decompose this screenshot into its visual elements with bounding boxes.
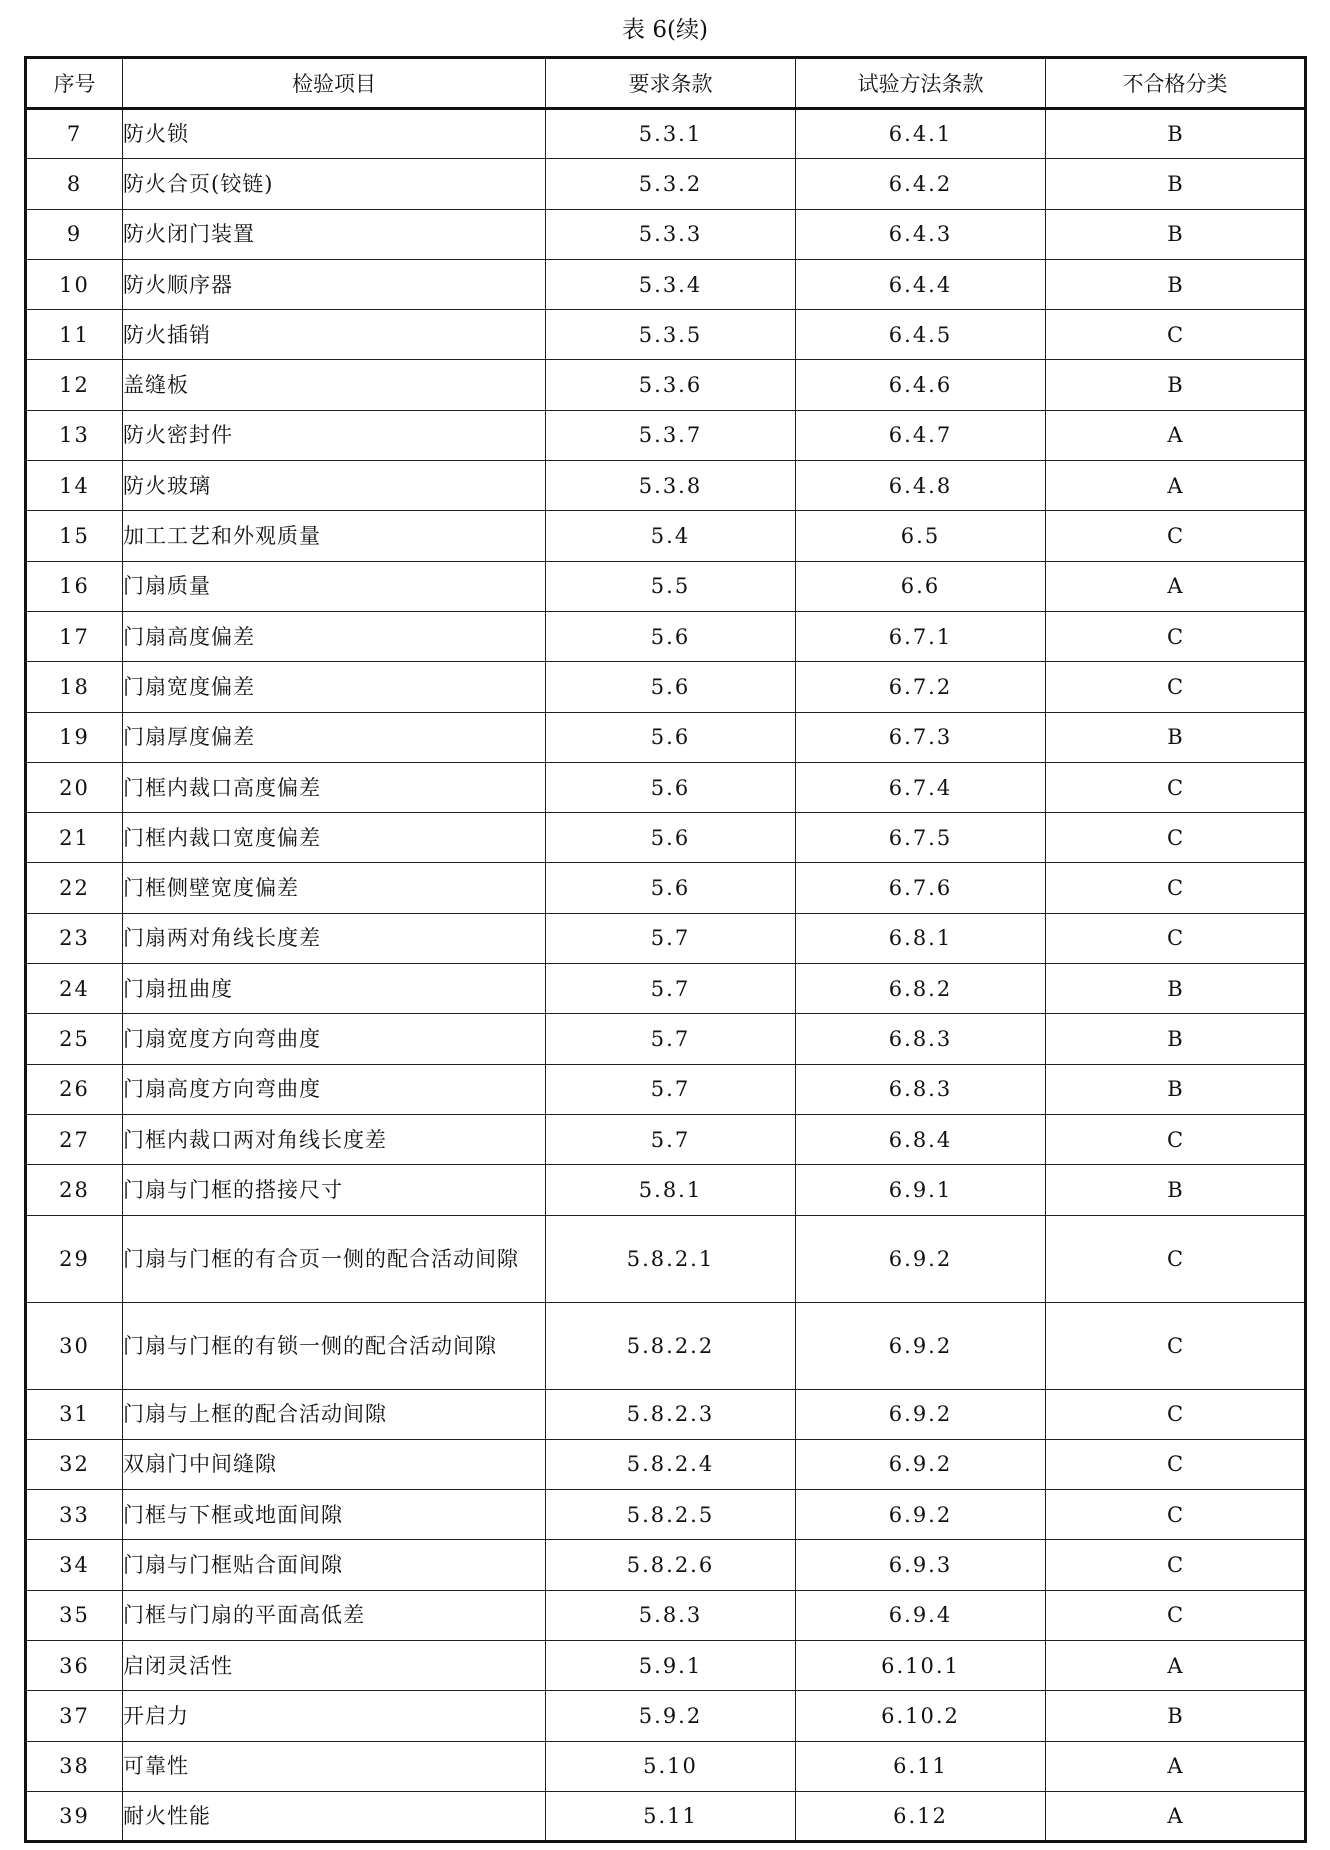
test-method-clause-cell: 6.9.2 [796, 1215, 1046, 1302]
inspection-item-cell: 门扇与门框的有锁一侧的配合活动间隙 [123, 1302, 546, 1389]
table-row [26, 964, 1306, 1014]
serial-number-cell: 20 [26, 762, 123, 812]
table-row [26, 1540, 1306, 1590]
nonconformity-class-cell: C [1046, 813, 1306, 863]
inspection-item-cell: 双扇门中间缝隙 [123, 1439, 546, 1489]
requirement-clause-cell: 5.4 [546, 511, 796, 561]
serial-number-cell: 9 [26, 209, 123, 259]
table-row [26, 410, 1306, 460]
nonconformity-class-cell: C [1046, 863, 1306, 913]
test-method-clause-cell: 6.9.2 [796, 1302, 1046, 1389]
table-row [26, 1114, 1306, 1164]
inspection-item-cell: 加工工艺和外观质量 [123, 511, 546, 561]
nonconformity-class-cell: C [1046, 611, 1306, 661]
nonconformity-class-cell: A [1046, 461, 1306, 511]
requirement-clause-cell: 5.3.4 [546, 259, 796, 309]
inspection-item-cell: 门扇与门框的搭接尺寸 [123, 1165, 546, 1215]
test-method-clause-cell: 6.4.3 [796, 209, 1046, 259]
inspection-item-cell: 门扇宽度偏差 [123, 662, 546, 712]
inspection-item-cell: 门框与门扇的平面高低差 [123, 1590, 546, 1640]
table-row [26, 1302, 1306, 1389]
serial-number-cell: 33 [26, 1490, 123, 1540]
nonconformity-class-cell: C [1046, 1590, 1306, 1640]
inspection-item-cell: 门扇两对角线长度差 [123, 913, 546, 963]
inspection-item-cell: 门扇高度偏差 [123, 611, 546, 661]
inspection-item-cell: 防火锁 [123, 109, 546, 159]
header-nonconformity-class: 不合格分类 [1046, 58, 1306, 109]
requirement-clause-cell: 5.10 [546, 1741, 796, 1791]
nonconformity-class-cell: B [1046, 1064, 1306, 1114]
nonconformity-class-cell: C [1046, 511, 1306, 561]
serial-number-cell: 8 [26, 159, 123, 209]
serial-number-cell: 17 [26, 611, 123, 661]
test-method-clause-cell: 6.7.5 [796, 813, 1046, 863]
nonconformity-class-cell: B [1046, 360, 1306, 410]
table-row [26, 712, 1306, 762]
test-method-clause-cell: 6.12 [796, 1791, 1046, 1841]
requirement-clause-cell: 5.6 [546, 813, 796, 863]
inspection-item-cell: 防火闭门装置 [123, 209, 546, 259]
test-method-clause-cell: 6.7.6 [796, 863, 1046, 913]
inspection-item-cell: 防火密封件 [123, 410, 546, 460]
test-method-clause-cell: 6.7.3 [796, 712, 1046, 762]
header-test-method-clause: 试验方法条款 [796, 58, 1046, 109]
table-row [26, 1014, 1306, 1064]
table-row [26, 1389, 1306, 1439]
nonconformity-class-cell: C [1046, 1215, 1306, 1302]
nonconformity-class-cell: B [1046, 1691, 1306, 1741]
requirement-clause-cell: 5.8.2.6 [546, 1540, 796, 1590]
header-serial-number: 序号 [26, 58, 123, 109]
serial-number-cell: 38 [26, 1741, 123, 1791]
test-method-clause-cell: 6.4.1 [796, 109, 1046, 159]
requirement-clause-cell: 5.8.2.1 [546, 1215, 796, 1302]
test-method-clause-cell: 6.7.4 [796, 762, 1046, 812]
nonconformity-class-cell: A [1046, 410, 1306, 460]
serial-number-cell: 11 [26, 310, 123, 360]
table-row [26, 310, 1306, 360]
requirement-clause-cell: 5.3.1 [546, 109, 796, 159]
table-row [26, 611, 1306, 661]
table-row [26, 461, 1306, 511]
nonconformity-class-cell: A [1046, 1791, 1306, 1841]
nonconformity-class-cell: B [1046, 209, 1306, 259]
table-row [26, 1439, 1306, 1489]
nonconformity-class-cell: C [1046, 1302, 1306, 1389]
nonconformity-class-cell: B [1046, 259, 1306, 309]
requirement-clause-cell: 5.8.2.4 [546, 1439, 796, 1489]
test-method-clause-cell: 6.4.7 [796, 410, 1046, 460]
inspection-item-cell: 门扇与上框的配合活动间隙 [123, 1389, 546, 1439]
nonconformity-class-cell: C [1046, 662, 1306, 712]
table-row [26, 159, 1306, 209]
requirement-clause-cell: 5.7 [546, 1064, 796, 1114]
serial-number-cell: 13 [26, 410, 123, 460]
requirement-clause-cell: 5.3.7 [546, 410, 796, 460]
inspection-item-cell: 门扇与门框的有合页一侧的配合活动间隙 [123, 1215, 546, 1302]
test-method-clause-cell: 6.5 [796, 511, 1046, 561]
requirement-clause-cell: 5.3.2 [546, 159, 796, 209]
requirement-clause-cell: 5.7 [546, 913, 796, 963]
nonconformity-class-cell: C [1046, 1490, 1306, 1540]
test-method-clause-cell: 6.8.1 [796, 913, 1046, 963]
requirement-clause-cell: 5.11 [546, 1791, 796, 1841]
nonconformity-class-cell: A [1046, 1641, 1306, 1691]
serial-number-cell: 19 [26, 712, 123, 762]
serial-number-cell: 30 [26, 1302, 123, 1389]
nonconformity-class-cell: C [1046, 762, 1306, 812]
inspection-item-cell: 可靠性 [123, 1741, 546, 1791]
test-method-clause-cell: 6.6 [796, 561, 1046, 611]
table-header-row [26, 58, 1306, 109]
serial-number-cell: 21 [26, 813, 123, 863]
nonconformity-class-cell: B [1046, 159, 1306, 209]
requirement-clause-cell: 5.8.2.5 [546, 1490, 796, 1540]
requirement-clause-cell: 5.7 [546, 1014, 796, 1064]
inspection-item-cell: 耐火性能 [123, 1791, 546, 1841]
serial-number-cell: 24 [26, 964, 123, 1014]
serial-number-cell: 15 [26, 511, 123, 561]
header-inspection-item: 检验项目 [123, 58, 546, 109]
requirement-clause-cell: 5.9.2 [546, 1691, 796, 1741]
inspection-item-cell: 防火玻璃 [123, 461, 546, 511]
nonconformity-class-cell: C [1046, 1439, 1306, 1489]
inspection-item-cell: 门扇与门框贴合面间隙 [123, 1540, 546, 1590]
inspection-item-cell: 门框内裁口高度偏差 [123, 762, 546, 812]
test-method-clause-cell: 6.8.2 [796, 964, 1046, 1014]
test-method-clause-cell: 6.4.6 [796, 360, 1046, 410]
serial-number-cell: 7 [26, 109, 123, 159]
nonconformity-class-cell: B [1046, 109, 1306, 159]
table-row [26, 662, 1306, 712]
inspection-item-cell: 防火合页(铰链) [123, 159, 546, 209]
nonconformity-class-cell: A [1046, 561, 1306, 611]
test-method-clause-cell: 6.7.1 [796, 611, 1046, 661]
requirement-clause-cell: 5.6 [546, 611, 796, 661]
table-row [26, 1215, 1306, 1302]
header-requirement-clause: 要求条款 [546, 58, 796, 109]
serial-number-cell: 31 [26, 1389, 123, 1439]
table-row [26, 1691, 1306, 1741]
serial-number-cell: 39 [26, 1791, 123, 1841]
table-row [26, 813, 1306, 863]
table-row [26, 762, 1306, 812]
test-method-clause-cell: 6.9.4 [796, 1590, 1046, 1640]
serial-number-cell: 12 [26, 360, 123, 410]
serial-number-cell: 36 [26, 1641, 123, 1691]
serial-number-cell: 10 [26, 259, 123, 309]
test-method-clause-cell: 6.9.1 [796, 1165, 1046, 1215]
nonconformity-class-cell: B [1046, 1014, 1306, 1064]
nonconformity-class-cell: A [1046, 1741, 1306, 1791]
table-row [26, 511, 1306, 561]
serial-number-cell: 22 [26, 863, 123, 913]
serial-number-cell: 28 [26, 1165, 123, 1215]
nonconformity-class-cell: B [1046, 712, 1306, 762]
requirement-clause-cell: 5.3.5 [546, 310, 796, 360]
requirement-clause-cell: 5.9.1 [546, 1641, 796, 1691]
inspection-item-cell: 门框与下框或地面间隙 [123, 1490, 546, 1540]
table-row [26, 863, 1306, 913]
requirement-clause-cell: 5.6 [546, 662, 796, 712]
serial-number-cell: 23 [26, 913, 123, 963]
inspection-item-cell: 门扇质量 [123, 561, 546, 611]
test-method-clause-cell: 6.7.2 [796, 662, 1046, 712]
inspection-item-cell: 门框内裁口宽度偏差 [123, 813, 546, 863]
test-method-clause-cell: 6.9.2 [796, 1490, 1046, 1540]
inspection-item-cell: 门扇高度方向弯曲度 [123, 1064, 546, 1114]
table-row [26, 561, 1306, 611]
table-row [26, 1165, 1306, 1215]
serial-number-cell: 34 [26, 1540, 123, 1590]
nonconformity-class-cell: C [1046, 1114, 1306, 1164]
requirement-clause-cell: 5.6 [546, 863, 796, 913]
table-row [26, 1641, 1306, 1691]
requirement-clause-cell: 5.7 [546, 964, 796, 1014]
table-row [26, 1791, 1306, 1841]
requirement-clause-cell: 5.8.1 [546, 1165, 796, 1215]
table-row [26, 1741, 1306, 1791]
requirement-clause-cell: 5.6 [546, 762, 796, 812]
inspection-table [24, 56, 1307, 1843]
requirement-clause-cell: 5.5 [546, 561, 796, 611]
table-body [26, 109, 1306, 1842]
test-method-clause-cell: 6.9.2 [796, 1389, 1046, 1439]
test-method-clause-cell: 6.8.3 [796, 1064, 1046, 1114]
table-row [26, 1064, 1306, 1114]
test-method-clause-cell: 6.10.2 [796, 1691, 1046, 1741]
requirement-clause-cell: 5.3.3 [546, 209, 796, 259]
nonconformity-class-cell: C [1046, 310, 1306, 360]
inspection-item-cell: 盖缝板 [123, 360, 546, 410]
requirement-clause-cell: 5.8.3 [546, 1590, 796, 1640]
serial-number-cell: 27 [26, 1114, 123, 1164]
test-method-clause-cell: 6.9.2 [796, 1439, 1046, 1489]
requirement-clause-cell: 5.6 [546, 712, 796, 762]
table-row [26, 913, 1306, 963]
table-row [26, 360, 1306, 410]
table-row [26, 209, 1306, 259]
inspection-item-cell: 门框内裁口两对角线长度差 [123, 1114, 546, 1164]
requirement-clause-cell: 5.8.2.2 [546, 1302, 796, 1389]
serial-number-cell: 25 [26, 1014, 123, 1064]
test-method-clause-cell: 6.8.3 [796, 1014, 1046, 1064]
nonconformity-class-cell: C [1046, 1540, 1306, 1590]
nonconformity-class-cell: B [1046, 964, 1306, 1014]
inspection-item-cell: 启闭灵活性 [123, 1641, 546, 1691]
test-method-clause-cell: 6.11 [796, 1741, 1046, 1791]
inspection-item-cell: 门扇厚度偏差 [123, 712, 546, 762]
table-row [26, 1490, 1306, 1540]
inspection-item-cell: 门框侧壁宽度偏差 [123, 863, 546, 913]
requirement-clause-cell: 5.7 [546, 1114, 796, 1164]
test-method-clause-cell: 6.10.1 [796, 1641, 1046, 1691]
inspection-item-cell: 防火插销 [123, 310, 546, 360]
table-caption: 表 6(续) [622, 17, 708, 43]
serial-number-cell: 14 [26, 461, 123, 511]
inspection-item-cell: 门扇宽度方向弯曲度 [123, 1014, 546, 1064]
requirement-clause-cell: 5.8.2.3 [546, 1389, 796, 1439]
serial-number-cell: 37 [26, 1691, 123, 1741]
serial-number-cell: 29 [26, 1215, 123, 1302]
test-method-clause-cell: 6.4.2 [796, 159, 1046, 209]
nonconformity-class-cell: C [1046, 913, 1306, 963]
serial-number-cell: 18 [26, 662, 123, 712]
inspection-item-cell: 防火顺序器 [123, 259, 546, 309]
requirement-clause-cell: 5.3.8 [546, 461, 796, 511]
test-method-clause-cell: 6.8.4 [796, 1114, 1046, 1164]
inspection-item-cell: 开启力 [123, 1691, 546, 1741]
table-row [26, 109, 1306, 159]
table-row [26, 1590, 1306, 1640]
requirement-clause-cell: 5.3.6 [546, 360, 796, 410]
nonconformity-class-cell: C [1046, 1389, 1306, 1439]
table-row [26, 259, 1306, 309]
serial-number-cell: 16 [26, 561, 123, 611]
serial-number-cell: 35 [26, 1590, 123, 1640]
serial-number-cell: 26 [26, 1064, 123, 1114]
test-method-clause-cell: 6.4.5 [796, 310, 1046, 360]
nonconformity-class-cell: B [1046, 1165, 1306, 1215]
test-method-clause-cell: 6.4.8 [796, 461, 1046, 511]
inspection-item-cell: 门扇扭曲度 [123, 964, 546, 1014]
serial-number-cell: 32 [26, 1439, 123, 1489]
test-method-clause-cell: 6.4.4 [796, 259, 1046, 309]
test-method-clause-cell: 6.9.3 [796, 1540, 1046, 1590]
